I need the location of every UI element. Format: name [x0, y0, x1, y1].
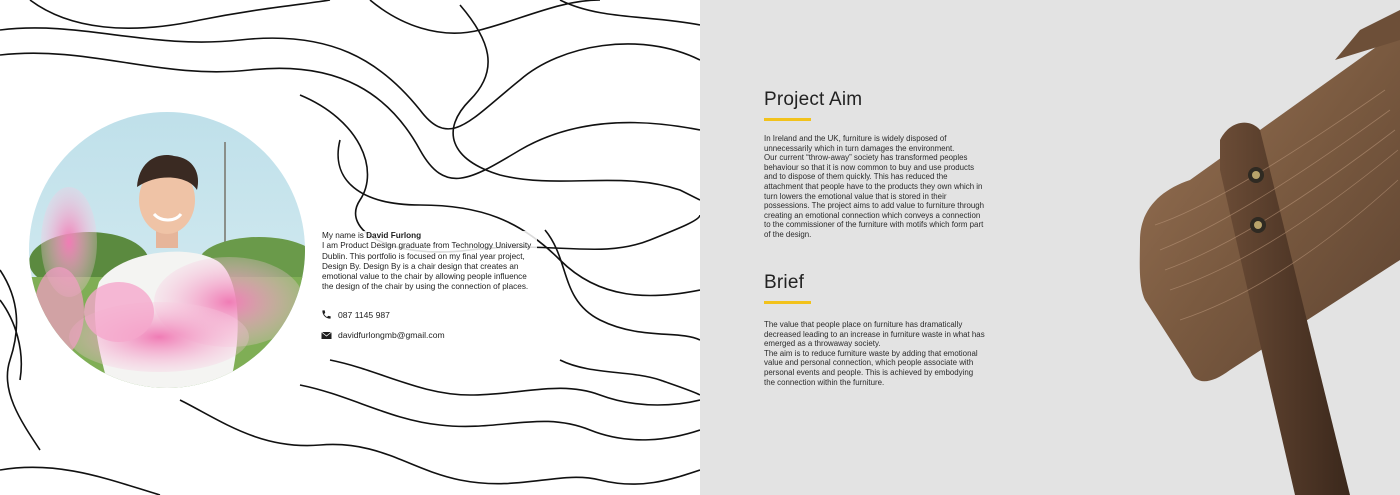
project-aim-text: [764, 134, 986, 240]
brief-paragraph: The value that people place on furniture has dramatically decreased leading to an increase in furniture waste in what has emerged as a throwaway society.: [764, 320, 985, 349]
project-aim-heading: Project Aim: [764, 89, 863, 110]
profile-photo: [29, 112, 305, 388]
bio-intro-prefix: My name is: [322, 231, 367, 240]
phone-number: 087 1145 987: [338, 309, 390, 320]
bio-paragraph: I am Product Design graduate from Technology University Dublin. This portfolio is focused on my final year project, Design By. Design By is a chair design that creates an emotional value to the chair by allowing people influence the design of the chair by using the connection of places.: [322, 241, 532, 292]
project-aim-paragraph: Our current “throw-away” society has transformed peoples behaviour so that it is now common to buy and use products and to dispose of them quickly. This has reduced the attachment that people have to the products they own which in turn lowers the emotional value that is stored in their possessions. The project aims to add value to furniture through creating an emotional connection which conveys a connection to the commissioner of the furniture with motifs which form part of the design.: [764, 153, 985, 239]
email-contact[interactable]: [321, 330, 448, 340]
brief-underline: [764, 301, 811, 304]
project-aim-underline: [764, 118, 811, 121]
bio-text: [322, 231, 537, 293]
phone-icon: [321, 309, 332, 320]
author-name: David Furlong: [366, 231, 422, 240]
bio-intro: [322, 231, 537, 241]
brief-heading: Brief: [764, 272, 805, 293]
envelope-icon: [321, 331, 332, 340]
email-address: davidfurlongmb@gmail.com: [338, 330, 445, 340]
phone-contact[interactable]: [321, 309, 393, 320]
brief-paragraph: The aim is to reduce furniture waste by adding that emotional value and personal connection, which people associate with personal events and people. This is achieved by embodying the connection within the furniture.: [764, 348, 978, 387]
brief-text: [764, 320, 986, 387]
chair-wood-joint-photo: [1120, 0, 1400, 495]
project-aim-paragraph: In Ireland and the UK, furniture is widely disposed of unnecessarily which in turn damages the environment.: [764, 134, 955, 153]
right-page: [700, 0, 1400, 495]
